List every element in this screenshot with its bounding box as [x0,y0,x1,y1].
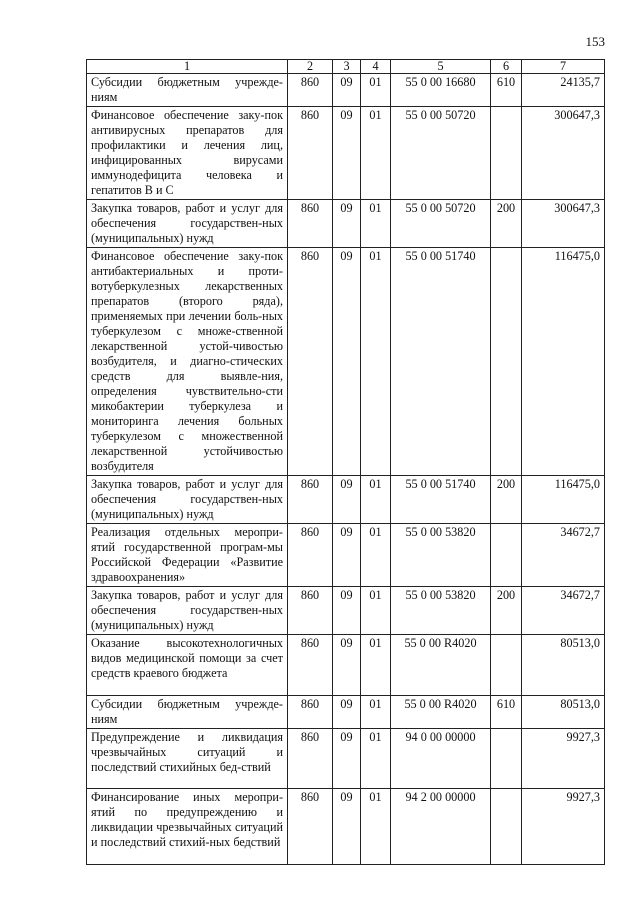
cell-name: Финансовое обеспечение заку-пок антибактериальных и проти-вотуберкулезных лекарственных препаратов (второго ряда), применяемых при лечении боль-ных туберкулезом с множе-ственной лекарственной устой-чивостью возбудителя, и диагно-стических средств для выявле-ния, определения чувствительно-сти микобактерии туберкулеза и мониторинга лечения больных туберкулезом с множественной лекарственной устойчивостью возбудителя [87,248,288,476]
cell-code-3: 09 [333,524,361,587]
table-row [87,729,605,789]
cell-code-5: 55 0 00 51740 [391,248,491,476]
cell-name: Закупка товаров, работ и услуг для обеспечения государствен-ных (муниципальных) нужд [87,476,288,524]
cell-code-6 [491,635,522,696]
header-row [87,60,605,74]
table-row [87,587,605,635]
cell-name: Предупреждение и ликвидация чрезвычайных ситуаций и последствий стихийных бед-ствий [87,729,288,789]
cell-code-4: 01 [361,696,391,729]
cell-amount: 116475,0 [522,476,605,524]
cell-code-3: 09 [333,729,361,789]
header-col-5: 5 [391,60,491,74]
header-col-2: 2 [288,60,333,74]
cell-code-3: 09 [333,248,361,476]
cell-code-5: 55 0 00 51740 [391,476,491,524]
cell-code-6: 610 [491,74,522,107]
cell-code-6 [491,107,522,200]
cell-code-3: 09 [333,200,361,248]
cell-code-5: 55 0 00 16680 [391,74,491,107]
cell-amount: 300647,3 [522,107,605,200]
header-col-6: 6 [491,60,522,74]
cell-code-3: 09 [333,696,361,729]
cell-code-4: 01 [361,789,391,865]
cell-code-2: 860 [288,587,333,635]
cell-code-6 [491,248,522,476]
table-row [87,696,605,729]
cell-code-6 [491,524,522,587]
cell-code-4: 01 [361,248,391,476]
cell-code-6: 200 [491,200,522,248]
cell-code-2: 860 [288,476,333,524]
cell-code-2: 860 [288,200,333,248]
page-number: 153 [585,34,605,49]
cell-name: Реализация отдельных меропри-ятий государственной програм-мы Российской Федерации «Развитие здравоохранения» [87,524,288,587]
cell-amount: 9927,3 [522,729,605,789]
cell-amount: 116475,0 [522,248,605,476]
cell-code-2: 860 [288,524,333,587]
cell-code-2: 860 [288,74,333,107]
table-row [87,476,605,524]
cell-name: Финансирование иных меропри-ятий по предупреждению и ликвидации чрезвычайных ситуаций и последствий стихий-ных бедствий [87,789,288,865]
cell-code-3: 09 [333,789,361,865]
header-col-7: 7 [522,60,605,74]
header-col-1: 1 [87,60,288,74]
cell-code-3: 09 [333,476,361,524]
table-row [87,635,605,696]
cell-name: Субсидии бюджетным учрежде-ниям [87,74,288,107]
table-row [87,524,605,587]
cell-code-4: 01 [361,74,391,107]
cell-amount: 300647,3 [522,200,605,248]
cell-code-6: 200 [491,587,522,635]
cell-code-5: 55 0 00 50720 [391,200,491,248]
cell-code-5: 55 0 00 50720 [391,107,491,200]
cell-code-2: 860 [288,107,333,200]
budget-table [86,59,605,865]
header-col-4: 4 [361,60,391,74]
cell-amount: 24135,7 [522,74,605,107]
cell-code-6: 610 [491,696,522,729]
cell-name: Закупка товаров, работ и услуг для обеспечения государствен-ных (муниципальных) нужд [87,200,288,248]
cell-code-6 [491,729,522,789]
cell-code-2: 860 [288,248,333,476]
cell-amount: 9927,3 [522,789,605,865]
header-col-3: 3 [333,60,361,74]
cell-code-3: 09 [333,635,361,696]
cell-name: Финансовое обеспечение заку-пок антивирусных препаратов для профилактики и лечения лиц, инфицированных вирусами иммунодефицита человека и гепатитов В и С [87,107,288,200]
table-row [87,200,605,248]
cell-code-2: 860 [288,729,333,789]
cell-amount: 34672,7 [522,587,605,635]
cell-code-5: 55 0 00 R4020 [391,696,491,729]
cell-code-4: 01 [361,587,391,635]
cell-code-3: 09 [333,587,361,635]
cell-name: Субсидии бюджетным учрежде-ниям [87,696,288,729]
cell-code-4: 01 [361,729,391,789]
cell-amount: 80513,0 [522,696,605,729]
cell-code-5: 94 2 00 00000 [391,789,491,865]
table-row [87,74,605,107]
cell-amount: 34672,7 [522,524,605,587]
table-row [87,789,605,865]
table-row [87,107,605,200]
cell-code-4: 01 [361,476,391,524]
cell-name: Закупка товаров, работ и услуг для обеспечения государствен-ных (муниципальных) нужд [87,587,288,635]
cell-code-3: 09 [333,107,361,200]
cell-code-2: 860 [288,696,333,729]
cell-code-2: 860 [288,635,333,696]
cell-code-5: 55 0 00 53820 [391,587,491,635]
cell-code-5: 55 0 00 R4020 [391,635,491,696]
cell-amount: 80513,0 [522,635,605,696]
cell-code-2: 860 [288,789,333,865]
table-row [87,248,605,476]
cell-code-4: 01 [361,200,391,248]
cell-code-5: 55 0 00 53820 [391,524,491,587]
cell-code-4: 01 [361,107,391,200]
cell-code-5: 94 0 00 00000 [391,729,491,789]
cell-code-4: 01 [361,635,391,696]
cell-code-6: 200 [491,476,522,524]
cell-code-3: 09 [333,74,361,107]
cell-code-4: 01 [361,524,391,587]
cell-name: Оказание высокотехнологичных видов медицинской помощи за счет средств краевого бюджета [87,635,288,696]
cell-code-6 [491,789,522,865]
